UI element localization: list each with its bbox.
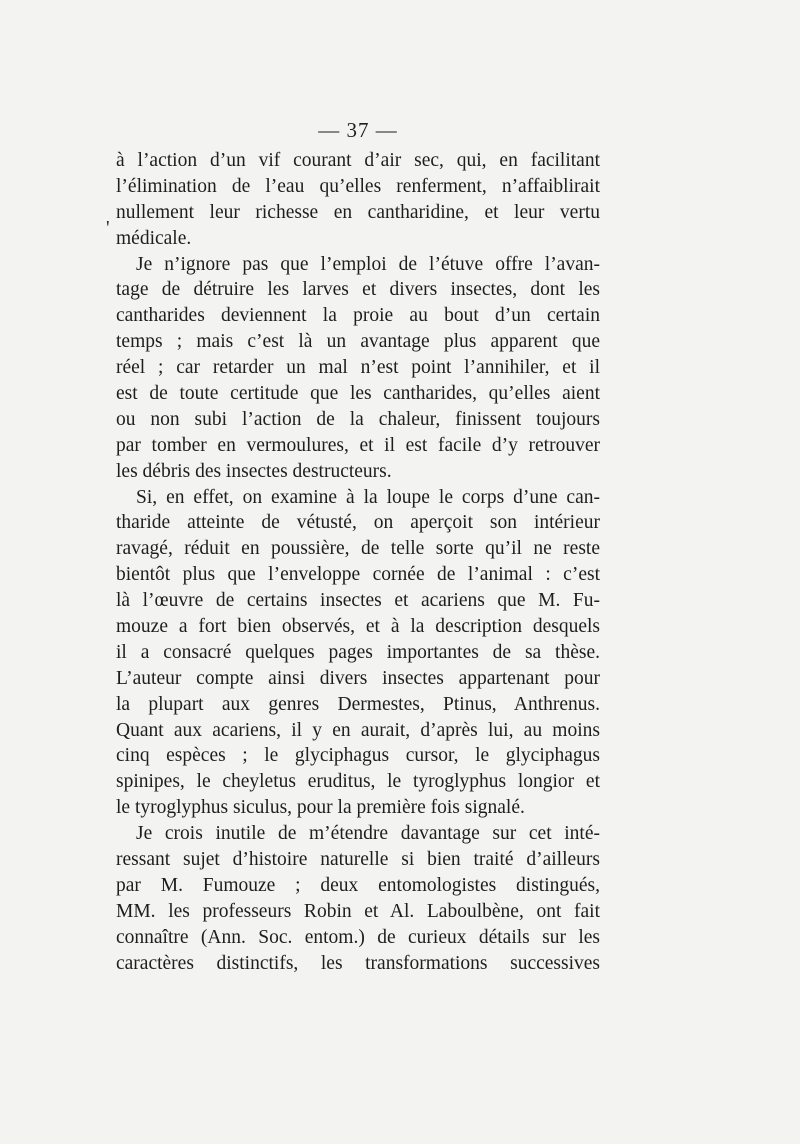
- text-line: ou non subi l’action de la chaleur, finissent toujours: [116, 408, 600, 430]
- text-line: Je n’ignore pas que l’emploi de l’étuve offre l’avan-: [136, 253, 600, 275]
- text-line: est de toute certitude que les cantharides, qu’elles aient: [116, 383, 600, 405]
- text-line: l’élimination de l’eau qu’elles renferment, n’affaiblirait: [116, 175, 600, 197]
- text-block: [116, 148, 600, 977]
- text-line: connaître (Ann. Soc. entom.) de curieux détails sur les: [116, 926, 600, 948]
- text-line: Quant aux acariens, il y en aurait, d’après lui, au moins: [116, 719, 600, 741]
- text-line: Si, en effet, on examine à la loupe le corps d’une can-: [136, 486, 600, 508]
- text-line: nullement leur richesse en cantharidine, et leur vertu: [116, 201, 600, 223]
- text-line: à l’action d’un vif courant d’air sec, qui, en facilitant: [116, 150, 600, 171]
- text-line: la plupart aux genres Dermestes, Ptinus, Anthrenus.: [116, 693, 600, 715]
- page-number: — 37 —: [318, 118, 398, 142]
- text-line: tharide atteinte de vétusté, on aperçoit son intérieur: [116, 512, 600, 534]
- text-line: cinq espèces ; le glyciphagus cursor, le glyciphagus: [116, 745, 600, 767]
- text-line: cantharides deviennent la proie au bout d’un certain: [116, 305, 600, 327]
- text-line: réel ; car retarder un mal n’est point l’annihiler, et il: [116, 357, 600, 379]
- text-line: par M. Fumouze ; deux entomologistes distingués,: [116, 874, 600, 896]
- text-line: caractères distinctifs, les transformations successives: [116, 952, 600, 974]
- text-line: mouze a fort bien observés, et à la description desquels: [116, 616, 600, 638]
- text-line: tage de détruire les larves et divers insectes, dont les: [116, 279, 600, 301]
- text-line: les débris des insectes destructeurs.: [116, 460, 392, 482]
- text-line: MM. les professeurs Robin et Al. Laboulbène, ont fait: [116, 900, 600, 922]
- text-line: temps ; mais c’est là un avantage plus apparent que: [116, 331, 600, 353]
- text-line: il a consacré quelques pages importantes de sa thèse.: [116, 641, 600, 663]
- text-line: là l’œuvre de certains insectes et acariens que M. Fu-: [116, 590, 600, 612]
- text-line: Je crois inutile de m’étendre davantage sur cet inté-: [136, 823, 600, 845]
- text-line: le tyroglyphus siculus, pour la première fois signalé.: [116, 797, 525, 819]
- text-line: bientôt plus que l’enveloppe cornée de l’animal : c’est: [116, 564, 600, 586]
- text-line: médicale.: [116, 227, 192, 249]
- text-line: ressant sujet d’histoire naturelle si bien traité d’ailleurs: [116, 849, 600, 871]
- text-line: spinipes, le cheyletus eruditus, le tyroglyphus longior et: [116, 771, 600, 793]
- text-line: ravagé, réduit en poussière, de telle sorte qu’il ne reste: [116, 538, 600, 560]
- text-line: L’auteur compte ainsi divers insectes appartenant pour: [116, 667, 600, 689]
- margin-mark: ': [106, 217, 110, 239]
- text-line: par tomber en vermoulures, et il est facile d’y retrouver: [116, 434, 600, 456]
